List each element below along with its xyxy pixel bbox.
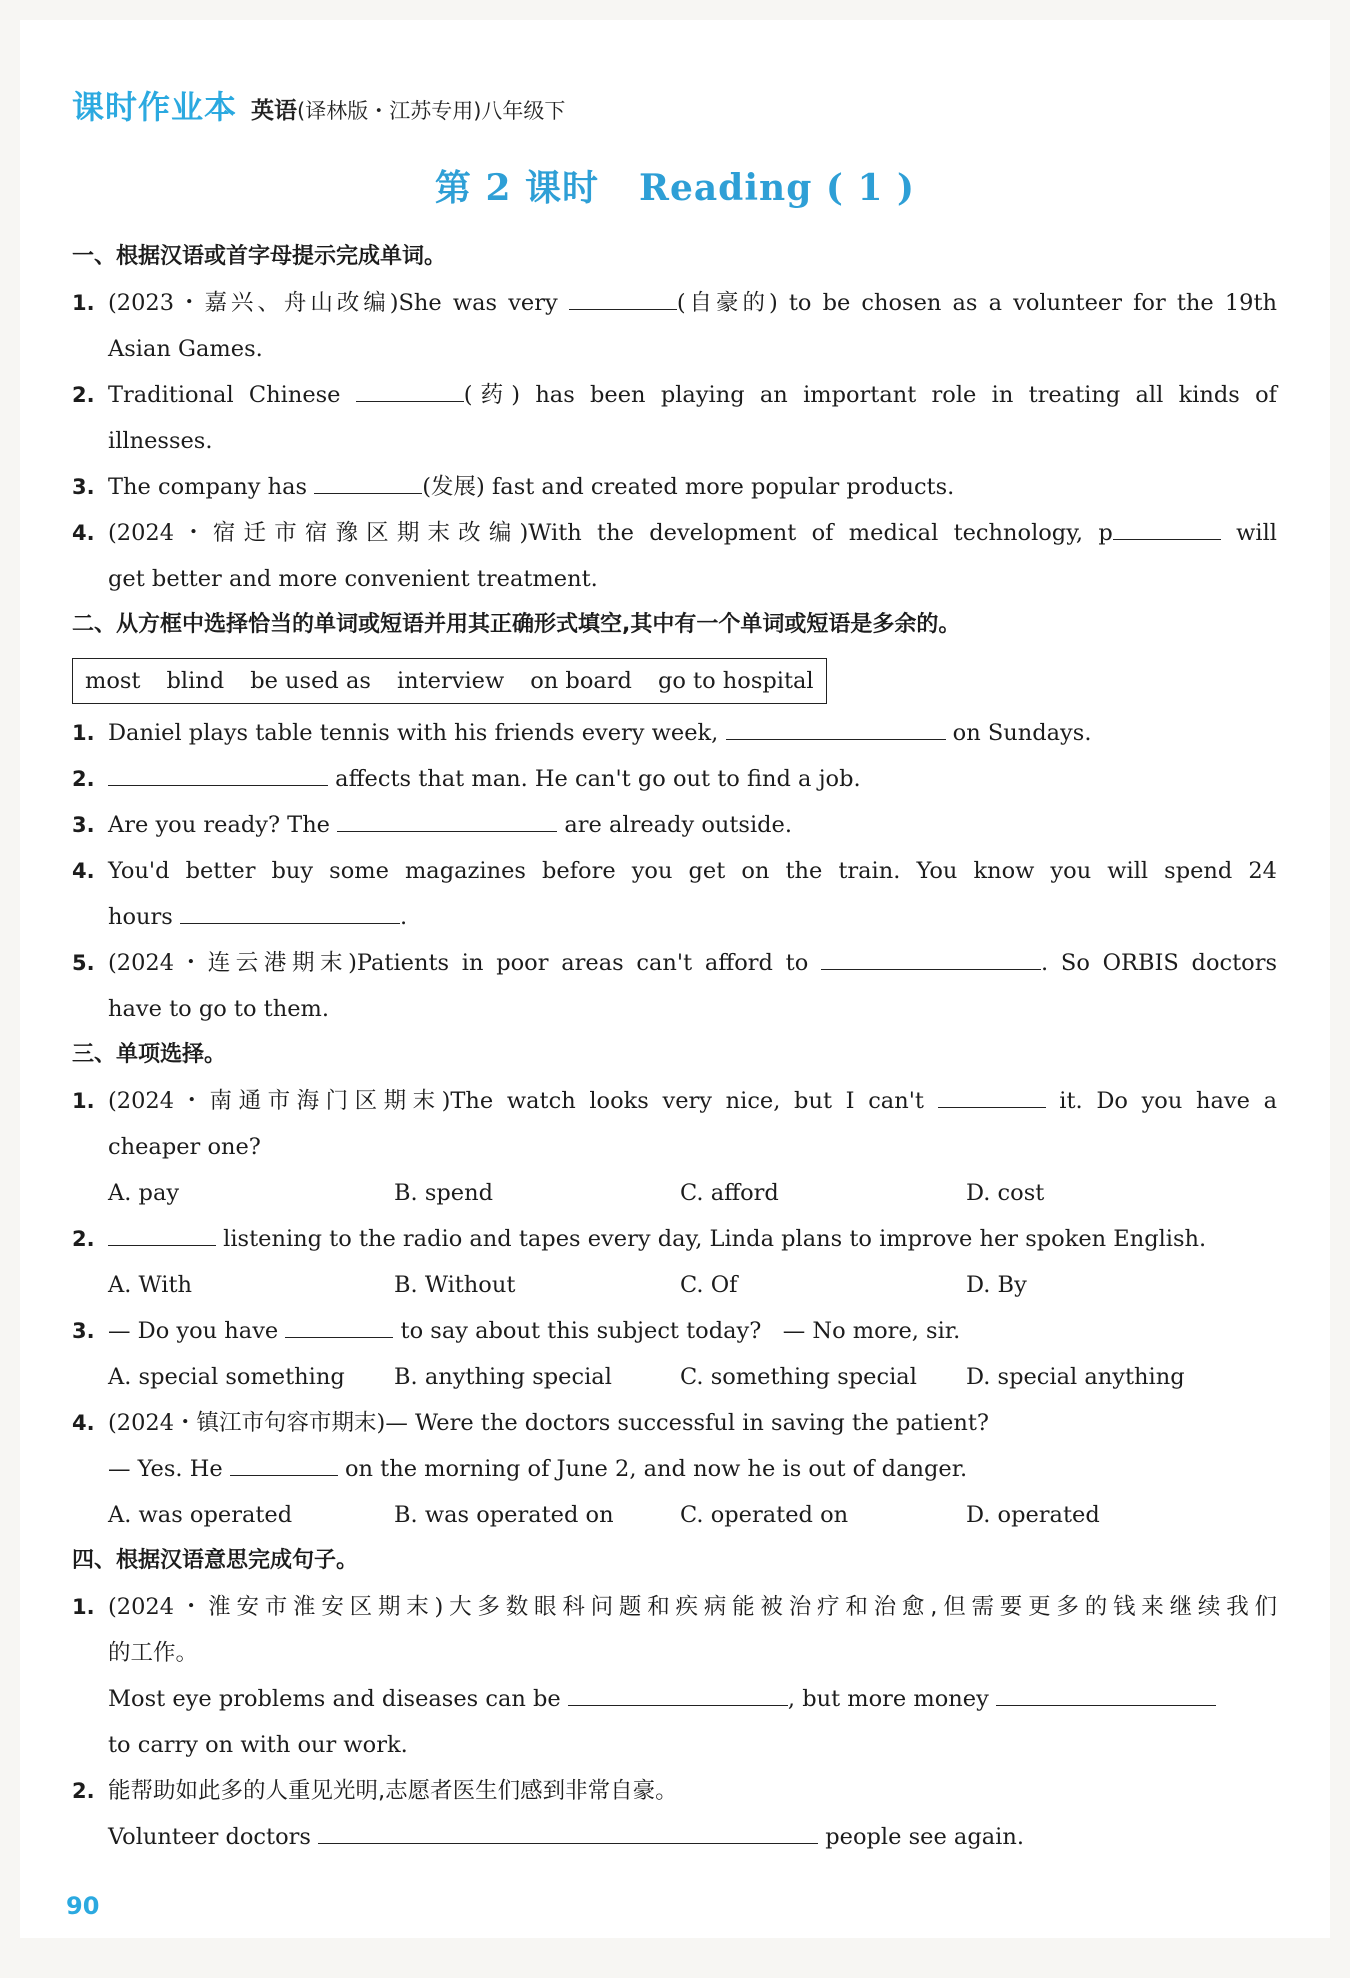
question-1-2 [72, 372, 1277, 418]
question-4-1-cn-cont: 的工作。 [108, 1640, 199, 1666]
question-4-2 [72, 1768, 1277, 1814]
word-option: blind [166, 668, 225, 694]
answer-blank[interactable] [726, 715, 946, 740]
question-text: With the development of medical technology, p [528, 520, 1113, 546]
question-number: 4. [72, 521, 95, 545]
question-text: — Yes. He [108, 1456, 223, 1482]
question-1-4-cont: get better and more convenient treatment. [108, 566, 598, 592]
question-2-3 [72, 802, 1277, 848]
question-number: 1. [72, 721, 95, 745]
option-a[interactable]: A. pay [108, 1180, 180, 1206]
answer-blank[interactable] [180, 899, 400, 924]
question-number: 2. [72, 383, 95, 407]
question-text: — Were the doctors successful in saving the patient? [385, 1410, 989, 1436]
question-3-4-cont [72, 1446, 1277, 1492]
question-1-4 [72, 510, 1277, 556]
option-b[interactable]: B. Without [394, 1272, 516, 1298]
option-b[interactable]: B. spend [394, 1180, 493, 1206]
word-option: be used as [250, 668, 371, 694]
option-c[interactable]: C. operated on [680, 1502, 849, 1528]
answer-blank[interactable] [821, 945, 1041, 970]
question-text: has been playing an important role in treating all kinds of [535, 382, 1277, 408]
question-source: (2024・连云港期末) [108, 950, 357, 976]
section-heading-2: 二、从方框中选择恰当的单词或短语并用其正确形式填空,其中有一个单词或短语是多余的。 [72, 612, 961, 637]
question-number: 2. [72, 1227, 95, 1251]
section-heading-4: 四、根据汉语意思完成句子。 [72, 1548, 359, 1573]
header [72, 82, 565, 128]
question-number: 3. [72, 1319, 95, 1343]
word-box [72, 658, 827, 704]
question-text: — Do you have [108, 1318, 279, 1344]
question-text: Daniel plays table tennis with his friends every week, [108, 720, 719, 746]
question-3-2 [72, 1216, 1277, 1262]
question-number: 4. [72, 859, 95, 883]
question-number: 1. [72, 1089, 95, 1113]
option-c[interactable]: C. afford [680, 1180, 779, 1206]
option-a[interactable]: A. With [108, 1272, 193, 1298]
options-3-3 [72, 1354, 1277, 1400]
answer-blank[interactable] [569, 285, 677, 310]
question-4-1 [72, 1584, 1277, 1630]
question-text: listening to the radio and tapes every day, Linda plans to improve her spoken English. [223, 1226, 1207, 1252]
question-text: it. Do you have a [1059, 1088, 1277, 1114]
answer-blank[interactable] [356, 377, 464, 402]
chinese-prompt: 大多数眼科问题和疾病能被治疗和治愈,但需要更多的钱来继续我们 [443, 1594, 1277, 1620]
answer-blank[interactable] [314, 469, 422, 494]
hint-text: (自豪的) [676, 290, 778, 316]
question-1-3 [72, 464, 1277, 510]
question-2-5-cont: have to go to them. [108, 996, 330, 1022]
question-4-1-cont: to carry on with our work. [108, 1732, 408, 1758]
page-number: 90 [66, 1892, 100, 1920]
question-3-4 [72, 1400, 1277, 1446]
option-b[interactable]: B. was operated on [394, 1502, 614, 1528]
lesson-title [20, 160, 1330, 211]
question-1-2-cont: illnesses. [108, 428, 213, 454]
question-source: (2024・南通市海门区期末) [108, 1088, 451, 1114]
question-text: Patients in poor areas can't afford to [356, 950, 809, 976]
question-text: The company has [108, 474, 308, 500]
question-number: 1. [72, 291, 95, 315]
answer-blank[interactable] [318, 1819, 818, 1844]
question-text: — No more, sir. [782, 1318, 961, 1344]
question-3-1-cont: cheaper one? [108, 1134, 261, 1160]
options-3-4 [72, 1492, 1277, 1538]
question-text: Most eye problems and diseases can be [108, 1686, 561, 1712]
option-d[interactable]: D. special anything [966, 1364, 1185, 1390]
answer-blank[interactable] [996, 1681, 1216, 1706]
question-text: , but more money [787, 1686, 989, 1712]
question-number: 5. [72, 951, 95, 975]
hint-text: (药) [463, 382, 521, 408]
question-2-1 [72, 710, 1277, 756]
answer-blank[interactable] [938, 1083, 1046, 1108]
answer-blank[interactable] [285, 1313, 393, 1338]
subject-line [251, 92, 565, 125]
brand-logo: 课时作业本 [72, 88, 238, 126]
question-number: 3. [72, 813, 95, 837]
question-3-3 [72, 1308, 1277, 1354]
lesson-number: 第 2 课时 [434, 167, 600, 209]
question-text: Traditional Chinese [108, 382, 341, 408]
question-text: will [1236, 520, 1277, 546]
question-text: . [400, 904, 408, 930]
question-text: affects that man. He can't go out to find a job. [335, 766, 861, 792]
question-number: 1. [72, 1595, 95, 1619]
question-text: are already outside. [564, 812, 793, 838]
question-text: people see again. [825, 1824, 1024, 1850]
option-b[interactable]: B. anything special [394, 1364, 612, 1390]
question-text: to be chosen as a volunteer for the 19th [788, 290, 1277, 316]
question-text: on Sundays. [952, 720, 1092, 746]
question-source: (2024・镇江市句容市期末) [108, 1410, 386, 1436]
option-d[interactable]: D. cost [966, 1180, 1045, 1206]
question-4-1-sentence [72, 1676, 1277, 1722]
question-source: (2024・宿迁市宿豫区期末改编) [108, 520, 529, 546]
option-d[interactable]: D. operated [966, 1502, 1100, 1528]
question-text: Are you ready? The [108, 812, 331, 838]
answer-blank[interactable] [108, 1221, 216, 1246]
question-number: 2. [72, 1779, 95, 1803]
word-option: go to hospital [657, 668, 814, 694]
answer-blank[interactable] [568, 1681, 788, 1706]
question-source: (2024・淮安市淮安区期末) [108, 1594, 444, 1620]
question-text: The watch looks very nice, but I can't [450, 1088, 924, 1114]
subject: 英语 [251, 98, 298, 124]
question-text: on the morning of June 2, and now he is out of danger. [344, 1456, 968, 1482]
question-number: 2. [72, 767, 95, 791]
section-heading-1: 一、根据汉语或首字母提示完成单词。 [72, 244, 447, 269]
question-2-4 [72, 848, 1277, 894]
word-option: on board [530, 668, 632, 694]
question-text: Volunteer doctors [108, 1824, 311, 1850]
option-c[interactable]: C. something special [680, 1364, 917, 1390]
answer-blank[interactable] [108, 761, 328, 786]
question-number: 4. [72, 1411, 95, 1435]
question-2-4-cont [72, 894, 1277, 940]
worksheet-page [20, 20, 1330, 1938]
section-heading-3: 三、单项选择。 [72, 1042, 227, 1067]
question-text: to say about this subject today? [400, 1318, 762, 1344]
options-3-1 [72, 1170, 1277, 1216]
answer-blank[interactable] [230, 1451, 338, 1476]
option-c[interactable]: C. Of [680, 1272, 738, 1298]
question-text: fast and created more popular products. [491, 474, 955, 500]
word-option: interview [396, 668, 505, 694]
question-source: (2023・嘉兴、舟山改编) [108, 290, 399, 316]
edition: (译林版・江苏专用)八年级下 [297, 99, 566, 123]
option-a[interactable]: A. special something [108, 1364, 345, 1390]
option-d[interactable]: D. By [966, 1272, 1027, 1298]
answer-blank[interactable] [337, 807, 557, 832]
question-text: She was very [398, 290, 558, 316]
option-a[interactable]: A. was operated [108, 1502, 293, 1528]
question-4-2-sentence [72, 1814, 1277, 1860]
question-number: 3. [72, 475, 95, 499]
exercise-content [72, 234, 1277, 1860]
question-1-1 [72, 280, 1277, 326]
options-3-2 [72, 1262, 1277, 1308]
question-text: . So ORBIS doctors [1041, 950, 1277, 976]
question-2-5 [72, 940, 1277, 986]
question-3-1 [72, 1078, 1277, 1124]
question-2-2 [72, 756, 1277, 802]
hint-text: (发展) [422, 474, 485, 500]
question-text: You'd better buy some magazines before you get on the train. You know you will spend 24 [108, 858, 1277, 884]
lesson-topic: Reading ( 1 ) [639, 167, 916, 209]
chinese-prompt: 能帮助如此多的人重见光明,志愿者医生们感到非常自豪。 [108, 1778, 678, 1804]
question-text: hours [108, 904, 173, 930]
answer-blank[interactable] [1113, 515, 1221, 540]
word-option: most [85, 668, 141, 694]
question-1-1-cont: Asian Games. [108, 336, 263, 362]
